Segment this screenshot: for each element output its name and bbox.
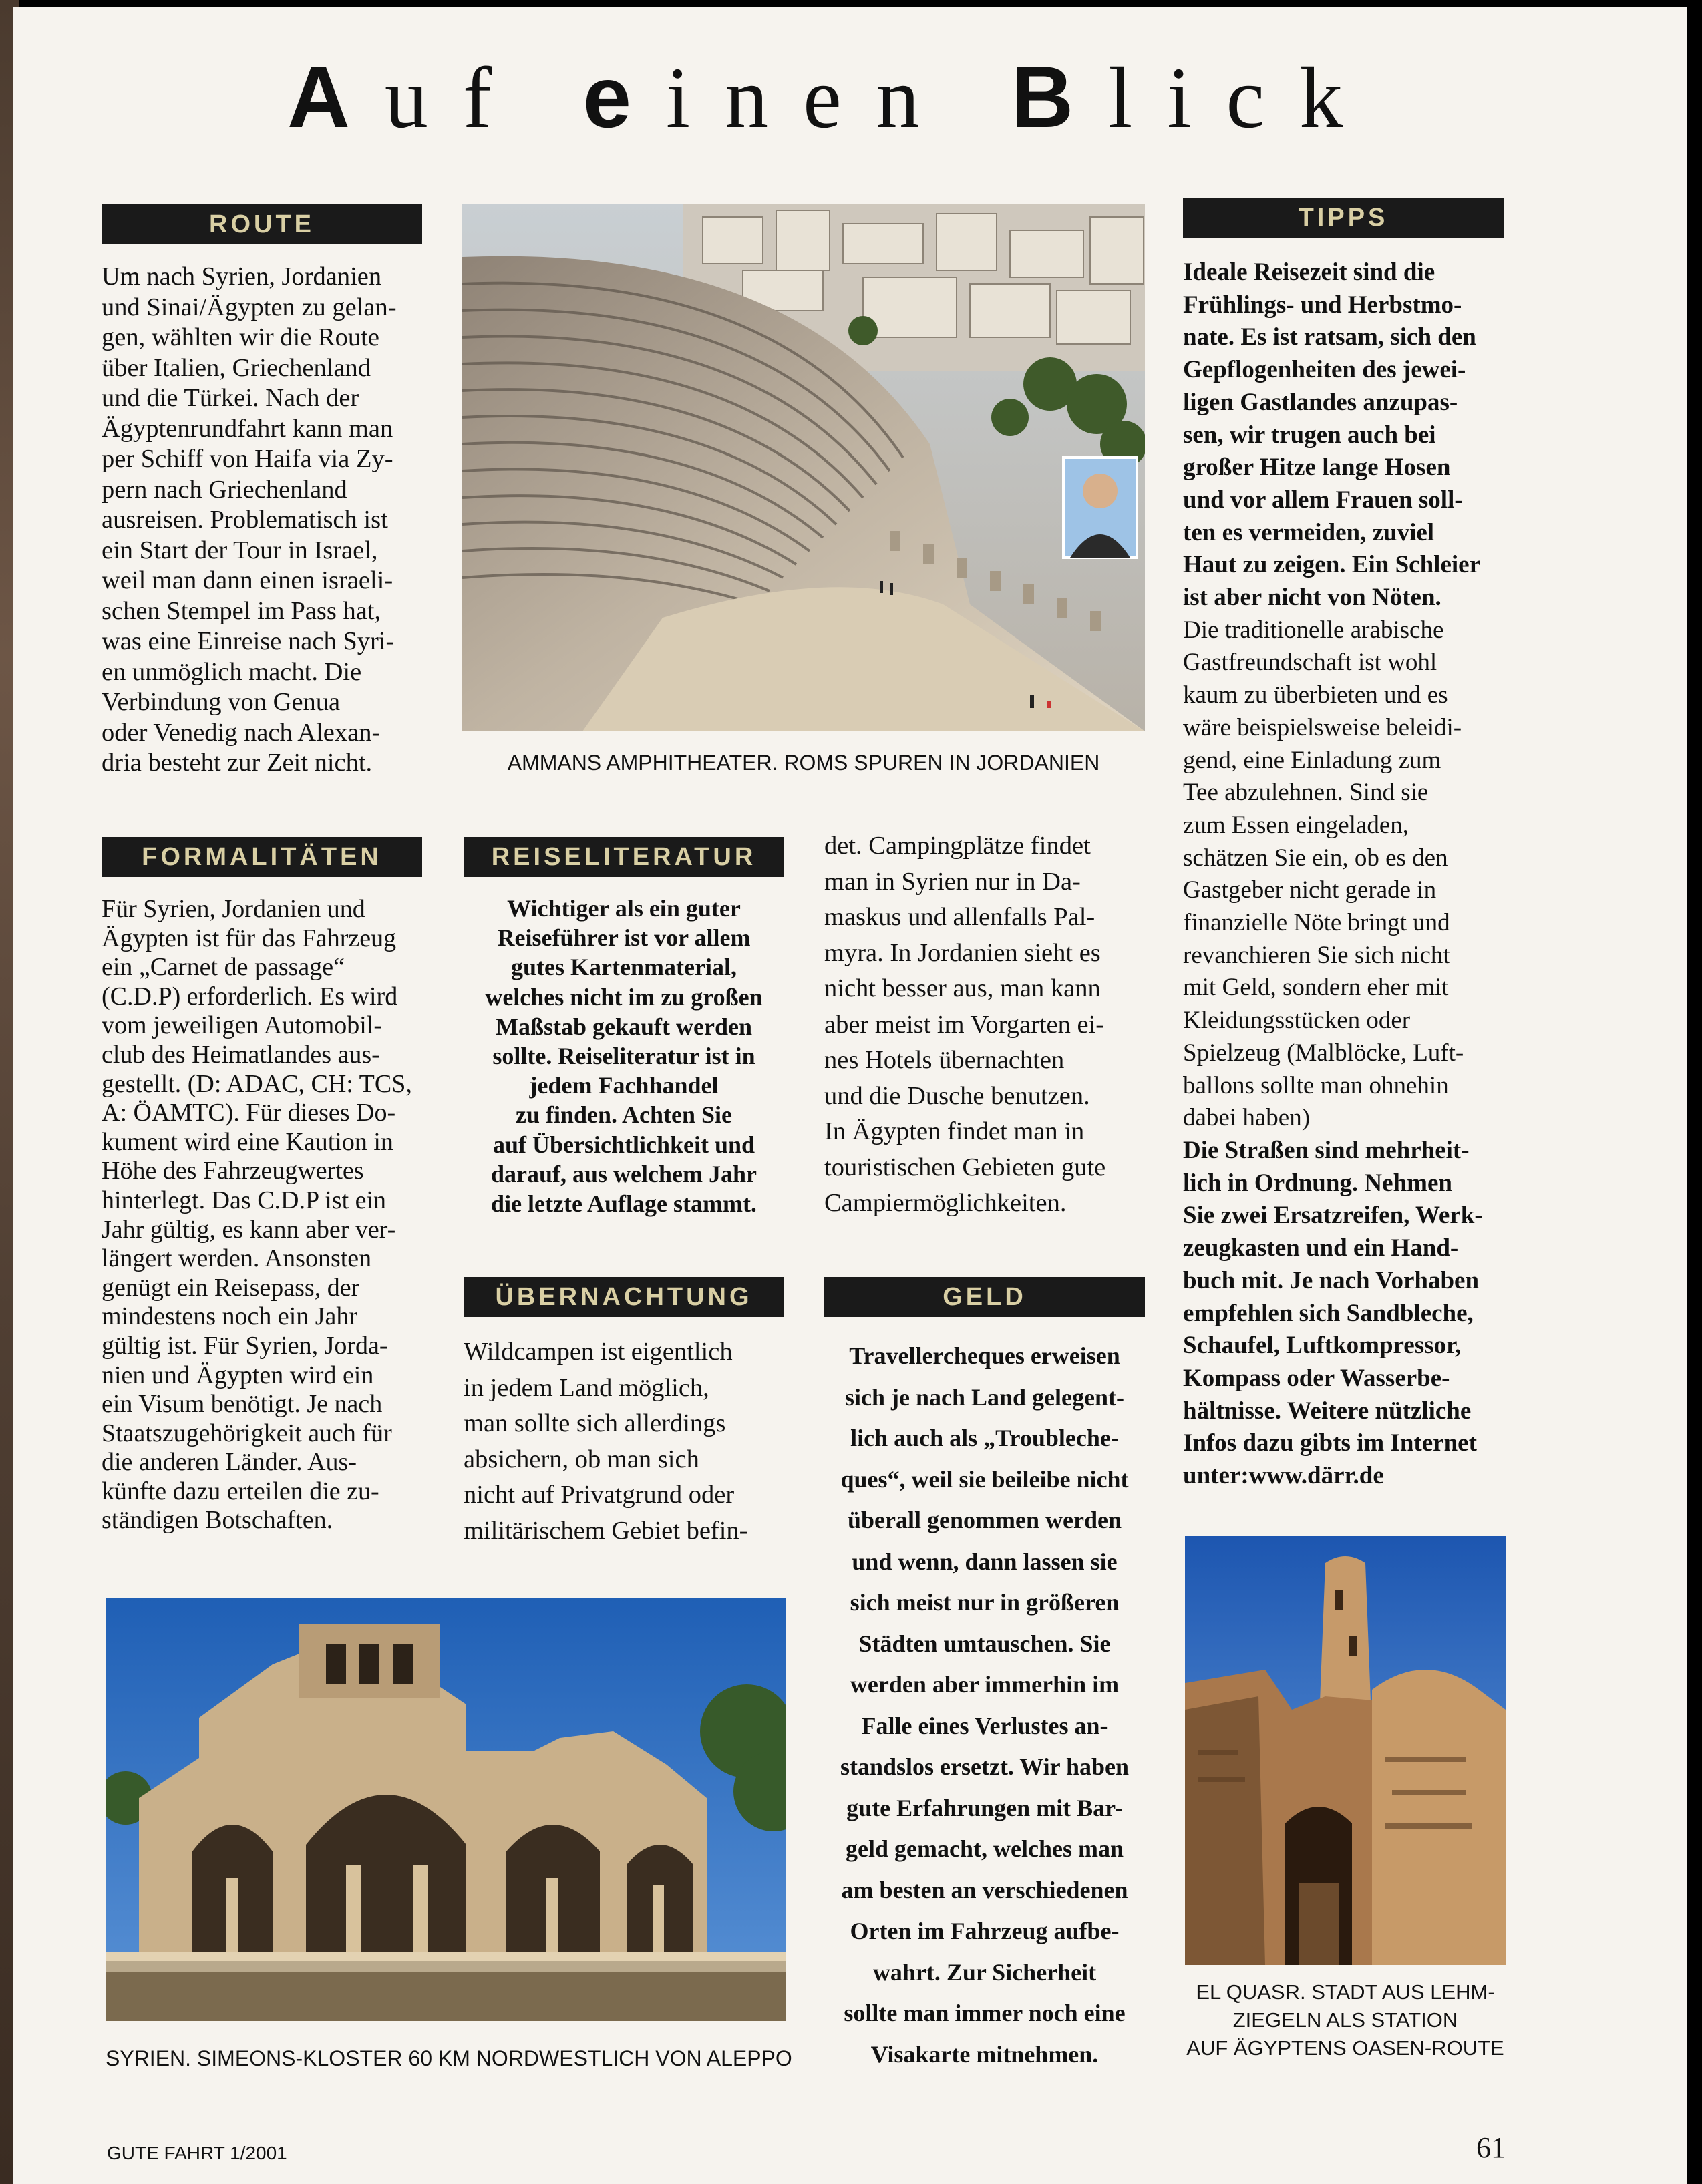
reiseliteratur-line: sollte. Reiseliteratur ist in — [492, 1043, 755, 1070]
route-line: Um nach Syrien, Jordanien — [102, 262, 382, 291]
formalitaeten-line: club des Heimatlandes aus- — [102, 1040, 380, 1069]
tipps-line: unter:www.därr.de — [1183, 1462, 1384, 1490]
tipps-line: Infos dazu gibts im Internet — [1183, 1429, 1477, 1457]
reiseliteratur-line: welches nicht im zu großen — [485, 983, 763, 1011]
photo-el-quasr — [1185, 1536, 1506, 1965]
title-letter: B — [1011, 48, 1109, 146]
geld-line: und wenn, dann lassen sie — [852, 1548, 1118, 1575]
tipps-line: Tee abzulehnen. Sind sie — [1183, 779, 1429, 807]
uebernachtung-line: myra. In Jordanien sieht es — [824, 938, 1101, 967]
reiseliteratur-line: Maßstab gekauft werden — [496, 1013, 752, 1040]
title-part: uf — [384, 50, 583, 146]
page-number: 61 — [1476, 2131, 1506, 2164]
formalitaeten-line: Jahr gültig, es kann aber ver- — [102, 1215, 396, 1244]
uebernachtung-line: det. Campingplätze findet — [824, 832, 1091, 860]
tipps-line: finanzielle Nöte bringt und — [1183, 909, 1450, 937]
formalitaeten-line: A: ÖAMTC). Für dieses Do- — [102, 1099, 396, 1127]
reiseliteratur-line: auf Übersichtlichkeit und — [492, 1131, 755, 1158]
uebernachtung-heading: ÜBERNACHTUNG — [464, 1277, 784, 1317]
tipps-line: Kompass oder Wasserbe- — [1183, 1364, 1450, 1392]
geld-line: am besten an verschiedenen — [841, 1876, 1128, 1903]
tipps-line: Gepflogenheiten des jewei- — [1183, 356, 1466, 384]
reiseliteratur-heading: REISELITERATUR — [464, 837, 784, 877]
formalitaeten-line: ein Visum benötigt. Je nach — [102, 1390, 383, 1419]
route-line: ausreisen. Problematisch ist — [102, 506, 388, 534]
uebernachtung-line: militärischem Gebiet befin- — [464, 1516, 748, 1545]
route-line: und die Türkei. Nach der — [102, 384, 359, 412]
formalitaeten-line: längert werden. Ansonsten — [102, 1244, 372, 1273]
caption-el-quasr — [1185, 1978, 1506, 2062]
uebernachtung-line: in jedem Land möglich, — [464, 1373, 709, 1402]
tipps-line: ligen Gastlandes anzupas- — [1183, 388, 1458, 416]
tipps-line: dabei haben) — [1183, 1104, 1311, 1132]
route-line: gen, wählten wir die Route — [102, 323, 379, 351]
formalitaeten-line: gestellt. (D: ADAC, CH: TCS, — [102, 1069, 412, 1098]
caption-line: EL QUASR. STADT AUS LEHM- — [1196, 1980, 1495, 2004]
tipps-line: Die traditionelle arabische — [1183, 616, 1444, 644]
tipps-line: Frühlings- und Herbstmo- — [1183, 291, 1462, 319]
uebernachtung-text — [464, 1334, 784, 1549]
uebernachtung-line: In Ägypten findet man in — [824, 1117, 1085, 1145]
formalitaeten-line: genügt ein Reisepass, der — [102, 1273, 360, 1302]
formalitaeten-line: ständigen Botschaften. — [102, 1506, 333, 1535]
geld-heading: GELD — [824, 1277, 1145, 1317]
uebernachtung-line: nicht besser aus, man kann — [824, 974, 1101, 1003]
formalitaeten-text — [102, 895, 422, 1535]
formalitaeten-line: nien und Ägypten wird ein — [102, 1360, 374, 1389]
tipps-line: ist aber nicht von Nöten. — [1183, 584, 1441, 612]
uebernachtung-line: maskus und allenfalls Pal- — [824, 903, 1095, 931]
route-line: und Sinai/Ägypten zu gelan- — [102, 293, 397, 321]
uebernachtung-line: nes Hotels übernachten — [824, 1046, 1065, 1074]
tipps-line: mit Geld, sondern eher mit — [1183, 974, 1449, 1002]
geld-line: gute Erfahrungen mit Bar- — [846, 1794, 1123, 1821]
geld-line: lich auch als „Troubleche- — [850, 1425, 1119, 1451]
magazine-issue: GUTE FAHRT 1/2001 — [107, 2143, 287, 2163]
uebernachtung-line: nicht auf Privatgrund oder — [464, 1481, 735, 1509]
uebernachtung-line: man sollte sich allerdings — [464, 1409, 726, 1437]
tipps-line: Die Straßen sind mehrheit- — [1183, 1136, 1470, 1164]
uebernachtung-line: aber meist im Vorgarten ei- — [824, 1010, 1105, 1039]
route-line: weil man dann einen israeli- — [102, 566, 393, 594]
uebernachtung-line: Campiermöglichkeiten. — [824, 1189, 1067, 1217]
geld-line: Falle eines Verlustes an- — [861, 1712, 1108, 1739]
geld-line: standslos ersetzt. Wir haben — [840, 1753, 1130, 1780]
title-letter: A — [287, 48, 385, 146]
title-part: lick — [1108, 50, 1378, 146]
tipps-line: Ideale Reisezeit sind die — [1183, 258, 1435, 286]
uebernachtung-line: absichern, ob man sich — [464, 1445, 699, 1473]
formalitaeten-line: kument wird eine Kaution in — [102, 1127, 393, 1156]
geld-text — [824, 1336, 1145, 2075]
route-line: dria besteht zur Zeit nicht. — [102, 749, 373, 777]
tipps-line: wäre beispielsweise beleidi- — [1183, 713, 1462, 741]
uebernachtung-text-continued — [824, 828, 1145, 1222]
title-part: inen — [666, 50, 1011, 146]
uebernachtung-line: touristischen Gebieten gute — [824, 1153, 1106, 1181]
geld-line: Travellercheques erweisen — [849, 1342, 1120, 1369]
reiseliteratur-line: jedem Fachhandel — [529, 1072, 719, 1099]
formalitaeten-line: ein „Carnet de passage“ — [102, 953, 345, 982]
tipps-line: nate. Es ist ratsam, sich den — [1183, 323, 1476, 351]
geld-line: sich meist nur in größeren — [850, 1589, 1120, 1616]
reiseliteratur-line: Wichtiger als ein guter — [507, 895, 741, 922]
route-line: schen Stempel im Pass hat, — [102, 596, 381, 625]
route-line: per Schiff von Haifa via Zy- — [102, 445, 393, 473]
tipps-line: Haut zu zeigen. Ein Schleier — [1183, 551, 1480, 579]
uebernachtung-line: man in Syrien nur in Da- — [824, 867, 1081, 896]
route-line: oder Venedig nach Alexan- — [102, 718, 381, 747]
route-line: en unmöglich macht. Die — [102, 657, 362, 686]
tipps-text — [1183, 256, 1504, 1493]
reiseliteratur-line: die letzte Auflage stammt. — [491, 1190, 757, 1218]
tipps-line: Kleidungsstücken oder — [1183, 1007, 1411, 1035]
formalitaeten-line: Für Syrien, Jordanien und — [102, 895, 365, 923]
caption-simeons-kloster: SYRIEN. SIMEONS-KLOSTER 60 KM NORDWESTLICH VON ALEPPO — [106, 2046, 792, 2070]
route-line: pern nach Griechenland — [102, 475, 347, 504]
tipps-line: und vor allem Frauen soll- — [1183, 486, 1463, 514]
reiseliteratur-text — [464, 894, 784, 1218]
geld-line: ques“, weil sie beileibe nicht — [840, 1465, 1129, 1493]
uebernachtung-line: Wildcampen ist eigentlich — [464, 1338, 733, 1366]
tipps-line: Gastgeber nicht gerade in — [1183, 876, 1437, 904]
caption-amman: AMMANS AMPHITHEATER. ROMS SPUREN IN JORDANIEN — [507, 751, 1100, 775]
geld-line: Visakarte mitnehmen. — [870, 2040, 1099, 2068]
route-line: Verbindung von Genua — [102, 688, 341, 716]
tipps-line: gend, eine Einladung zum — [1183, 746, 1441, 774]
tipps-line: schätzen Sie ein, ob es den — [1183, 844, 1448, 872]
tipps-line: lich in Ordnung. Nehmen — [1183, 1169, 1452, 1197]
page-title — [287, 47, 1423, 148]
tipps-line: hältnisse. Weitere nützliche — [1183, 1397, 1472, 1425]
geld-line: werden aber immerhin im — [850, 1671, 1120, 1698]
tipps-line: großer Hitze lange Hosen — [1183, 453, 1451, 482]
formalitaeten-heading: FORMALITÄTEN — [102, 837, 422, 877]
tipps-line: Sie zwei Ersatzreifen, Werk- — [1183, 1202, 1483, 1230]
title-letter: e — [582, 48, 666, 146]
tipps-line: Spielzeug (Malblöcke, Luft- — [1183, 1039, 1464, 1067]
geld-line: wahrt. Zur Sicherheit — [872, 1958, 1097, 1986]
route-line: Ägyptenrundfahrt kann man — [102, 414, 393, 443]
formalitaeten-line: hinterlegt. Das C.D.P ist ein — [102, 1186, 387, 1214]
route-line: was eine Einreise nach Syri- — [102, 627, 395, 655]
tipps-heading: TIPPS — [1183, 198, 1504, 238]
tipps-line: Gastfreundschaft ist wohl — [1183, 649, 1437, 677]
geld-line: überall genommen werden — [848, 1507, 1122, 1533]
photo-amman-amphitheater — [462, 204, 1145, 731]
tipps-line: Schaufel, Luftkompressor, — [1183, 1332, 1462, 1360]
formalitaeten-line: (C.D.P) erforderlich. Es wird — [102, 982, 398, 1011]
reiseliteratur-line: gutes Kartenmaterial, — [511, 954, 737, 981]
geld-line: sich je nach Land gelegent- — [845, 1383, 1124, 1411]
formalitaeten-line: vom jeweiligen Automobil- — [102, 1011, 383, 1040]
geld-line: Städten umtauschen. Sie — [858, 1630, 1111, 1657]
tipps-line: empfehlen sich Sandbleche, — [1183, 1299, 1474, 1327]
formalitaeten-line: mindestens noch ein Jahr — [102, 1302, 358, 1331]
geld-line: sollte man immer noch eine — [844, 2000, 1126, 2026]
reiseliteratur-line: Reiseführer ist vor allem — [497, 924, 751, 952]
reiseliteratur-line: darauf, aus welchem Jahr — [491, 1160, 757, 1188]
route-heading: ROUTE — [102, 204, 422, 244]
formalitaeten-line: künfte dazu erteilen die zu- — [102, 1477, 379, 1505]
tipps-line: kaum zu überbieten und es — [1183, 681, 1448, 709]
formalitaeten-line: Ägypten ist für das Fahrzeug — [102, 924, 397, 952]
formalitaeten-line: Staatszugehörigkeit auch für — [102, 1419, 392, 1447]
tipps-line: zum Essen eingeladen, — [1183, 811, 1409, 839]
route-line: ein Start der Tour in Israel, — [102, 536, 378, 564]
formalitaeten-line: Höhe des Fahrzeugwertes — [102, 1157, 364, 1186]
caption-line: AUF ÄGYPTENS OASEN-ROUTE — [1186, 2036, 1504, 2060]
formalitaeten-line: gültig ist. Für Syrien, Jorda- — [102, 1331, 388, 1360]
tipps-line: zeugkasten und ein Hand- — [1183, 1234, 1459, 1262]
tipps-line: ten es vermeiden, zuviel — [1183, 518, 1435, 546]
geld-line: geld gemacht, welches man — [846, 1835, 1124, 1862]
photo-simeons-kloster — [106, 1598, 786, 2021]
caption-line: ZIEGELN ALS STATION — [1232, 2008, 1458, 2032]
tipps-line: revanchieren Sie sich nicht — [1183, 941, 1450, 969]
route-text — [102, 262, 422, 779]
route-line: über Italien, Griechenland — [102, 353, 371, 382]
formalitaeten-line: die anderen Länder. Aus- — [102, 1448, 357, 1477]
tipps-line: buch mit. Je nach Vorhaben — [1183, 1266, 1480, 1294]
tipps-line: sen, wir trugen auch bei — [1183, 421, 1436, 449]
uebernachtung-line: und die Dusche benutzen. — [824, 1081, 1090, 1110]
tipps-line: ballons sollte man ohnehin — [1183, 1071, 1449, 1099]
reiseliteratur-line: zu finden. Achten Sie — [515, 1101, 733, 1129]
geld-line: Orten im Fahrzeug aufbe- — [850, 1918, 1120, 1944]
